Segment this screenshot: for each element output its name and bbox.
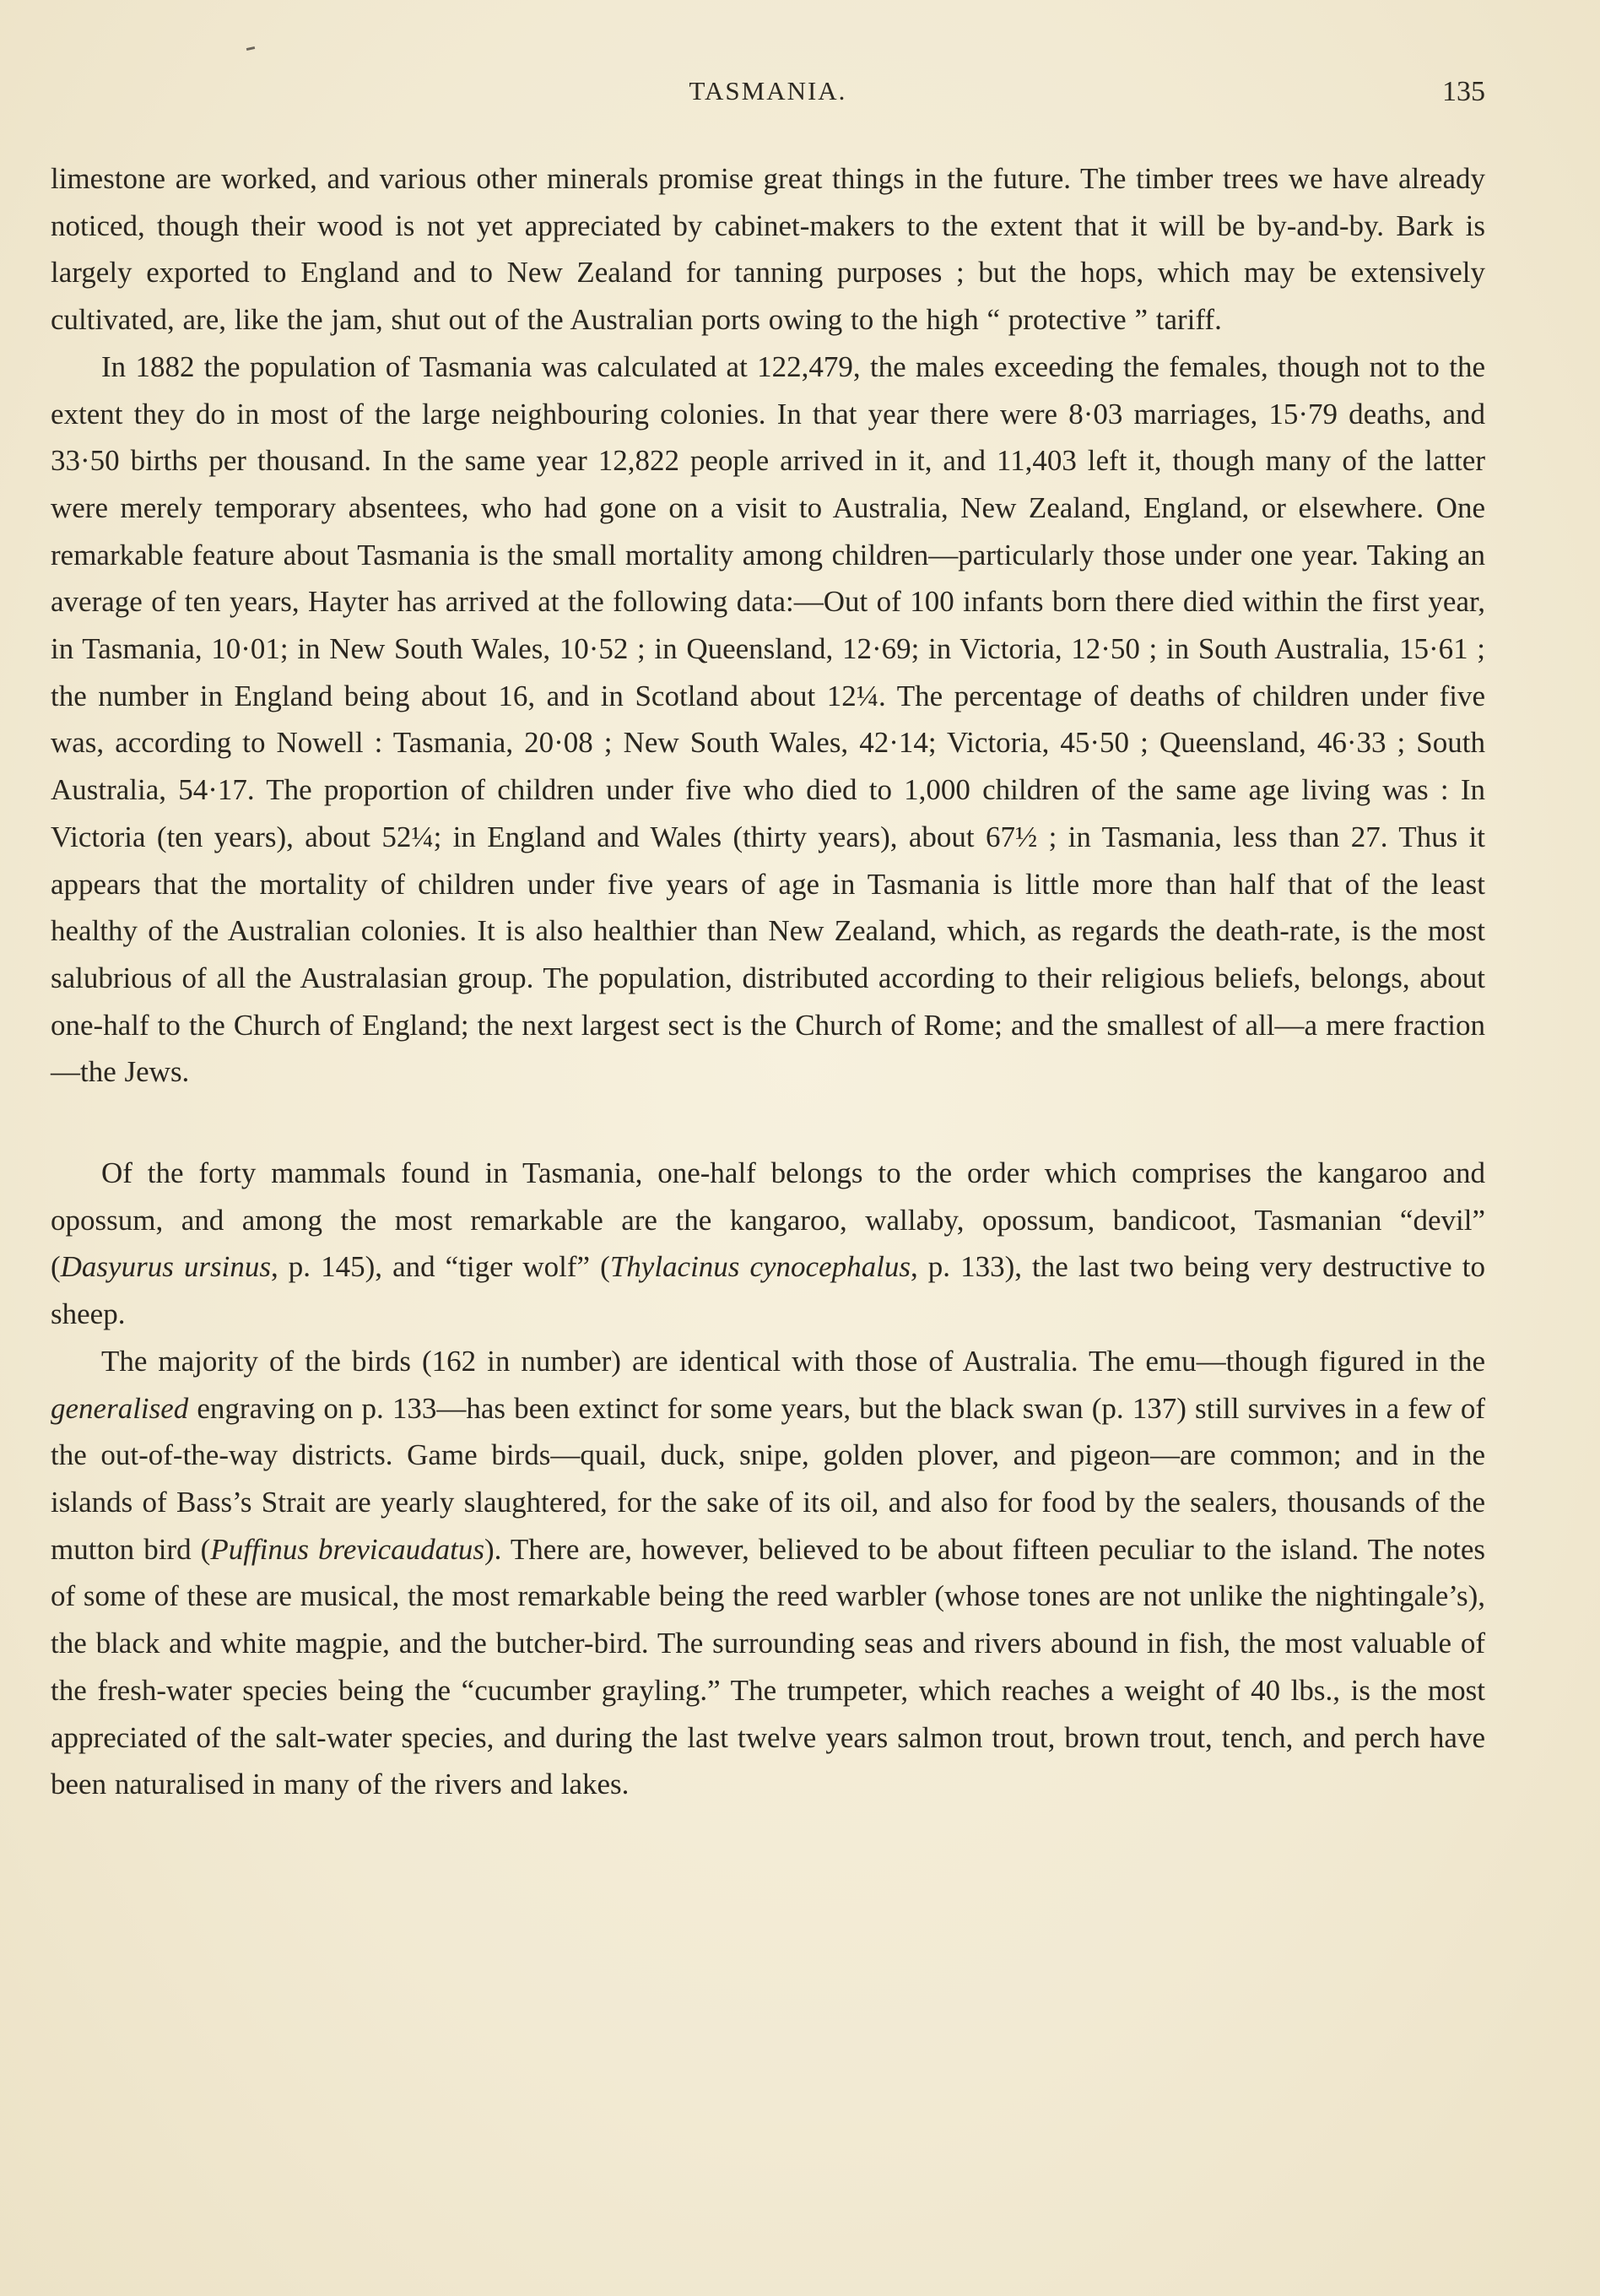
species-name: Thylacinus cynocephalus (609, 1250, 911, 1284)
text-run: ). There are, however, believed to be about fifteen peculiar to the island. The notes of some of these are musical, the most remarkable being the reed warbler (whose tones are not unlike the nightingale’s), the black and white magpie, and the butcher-bird. The surrounding seas and rivers abound in fish, the most valuable of the fresh-water species being the “cucumber grayling.” The trumpeter, which reaches a weight of 40 lbs., is the most appreciated of the salt-water species, and during the last twelve years salmon trout, brown trout, tench, and perch have been naturalised in many of the rivers and lakes. (51, 1532, 1485, 1801)
text-run: engraving on p. 133—has been extinct for some years, but the black swan (p. 137) still survives in a few of the out-of-the-way districts. Game birds—quail, duck, snipe, golden plover, and pigeon—are common; and in the islands of Bass’s Strait are yearly slaughtered, for the sake of its oil, and also for food by the sealers, thousands of the mutton bird ( (51, 1391, 1485, 1566)
text-run: The majority of the birds (162 in number) are identical with those of Australia. The emu—though figured in the (101, 1344, 1485, 1378)
emphasis-word: generalised (51, 1391, 189, 1425)
species-name: Dasyurus ursinus (60, 1250, 271, 1284)
body-text (51, 155, 1485, 1808)
text-run: Of the forty mammals found in Tasmania, one-half belongs to the order which comprises the kangaroo and opossum, and among the most remarkable are the kangaroo, wallaby, opossum, bandicoot, Tasmanian “devil” ( (51, 1156, 1485, 1284)
running-head (51, 76, 1485, 118)
page-number: 135 (1442, 76, 1485, 107)
paragraph-mammals (51, 1150, 1485, 1338)
text-run: , p. 145), and “tiger wolf” ( (270, 1250, 610, 1284)
running-title: TASMANIA. (689, 76, 847, 106)
paragraph-birds-fish (51, 1338, 1485, 1808)
species-name: Puffinus brevicaudatus (210, 1532, 485, 1566)
paragraph-resources: limestone are worked, and various other minerals promise great things in the future. The timber trees we have already noticed, though their wood is not yet appreciated by cabinet-makers to the extent that it will be by-and-by. Bark is largely exported to England and to New Zealand for tanning purposes ; but the hops, which may be extensively cultivated, are, like the jam, shut out of the Australian ports owing to the high “ protective ” tariff. (51, 162, 1485, 337)
section-gap (51, 1096, 1485, 1150)
print-mark (246, 46, 255, 51)
paragraph-population: In 1882 the population of Tasmania was calculated at 122,479, the males exceeding the females, though not to the extent they do in most of the large neighbouring colonies. In that year there were 8·03 marriages, 15·79 deaths, and 33·50 births per thousand. In the same year 12,822 people arrived in it, and 11,403 left it, though many of the latter were merely temporary absentees, who had gone on a visit to Australia, New Zealand, England, or elsewhere. One remarkable feature about Tasmania is the small mortality among children—particularly those under one year. Taking an average of ten years, Hayter has arrived at the following data:—Out of 100 infants born there died within the first year, in Tasmania, 10·01; in New South Wales, 10·52 ; in Queensland, 12·69; in Victoria, 12·50 ; in South Australia, 15·61 ; the number in England being about 16, and in Scotland about 12¼. The percentage of deaths of children under five was, according to Nowell : Tasmania, 20·08 ; New South Wales, 42·14; Victoria, 45·50 ; Queensland, 46·33 ; South Australia, 54·17. The proportion of children under five who died to 1,000 children of the same age living was : In Victoria (ten years), about 52¼; in England and Wales (thirty years), about 67½ ; in Tasmania, less than 27. Thus it appears that the mortality of children under five years of age in Tasmania is little more than half that of the least healthy of the Australian colonies. It is also healthier than New Zealand, which, as regards the death-rate, is the most salubrious of all the Australasian group. The population, distributed according to their religious beliefs, belongs, about one-half to the Church of England; the next largest sect is the Church of Rome; and the smallest of all—a mere fraction—the Jews. (51, 349, 1485, 1089)
text-run: , p. 133), the last two being very destructive to sheep. (51, 1250, 1485, 1331)
